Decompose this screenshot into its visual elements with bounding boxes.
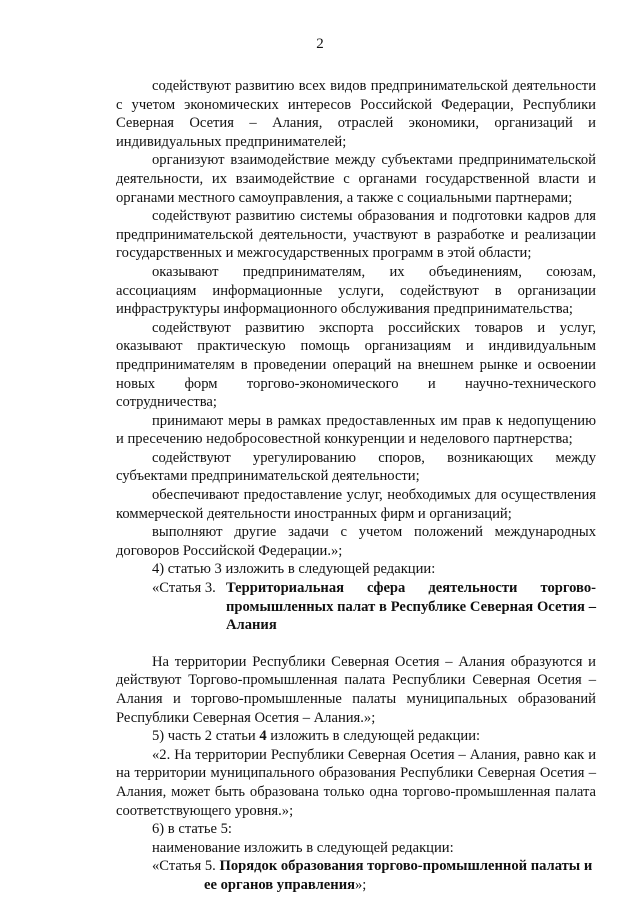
paragraph-3: содействуют развитию системы образования и подготовки кадров для предпринимательской деятельности, участвуют в разработке и реализации государственных и межгосударственных программ в этой области;	[116, 208, 596, 262]
paragraph-5: содействуют развитию экспорта российских товаров и услуг, оказывают практическую помощь организациям и индивидуальным предпринимателям в проведении операций на внешнем рынке и освоении новых форм торгово-экономического и научно-технического сотрудничества;	[116, 319, 596, 411]
item-6-sub: наименование изложить в следующей редакции:	[152, 839, 454, 856]
article-3-heading	[116, 579, 596, 635]
article-3-lead: «Статья 3.	[152, 580, 216, 597]
article-5-end: »;	[355, 876, 367, 893]
paragraph-2: организуют взаимодействие между субъектами предпринимательской деятельности, их взаимодействие с органами государственной власти и органами местного самоуправления, а также с социальными партнерами;	[116, 152, 596, 206]
item-5-text-after: изложить в следующей редакции:	[266, 728, 481, 745]
article-4-part-2-body: «2. На территории Республики Северная Осетия – Алания, равно как и на территории муниципального образования Республики Северная Осетия – Алания, может быть образована только одна торгово-промышленная палата соответствующего уровня.»;	[116, 746, 596, 819]
item-5-article-number: 4	[259, 728, 267, 745]
item-6: 6) в статье 5:	[152, 821, 232, 838]
paragraph-9: выполняют другие задачи с учетом положений международных договоров Российской Федерации.»;	[116, 524, 596, 559]
page-number: 2	[316, 36, 324, 52]
article-5-heading	[116, 857, 596, 894]
paragraph-8: обеспечивают предоставление услуг, необходимых для осуществления коммерческой деятельности иностранных фирм и организаций;	[116, 487, 596, 522]
paragraph-7: содействуют урегулированию споров, возникающих между субъектами предпринимательской деятельности;	[116, 449, 596, 485]
article-3-body: На территории Республики Северная Осетия – Алания образуются и действуют Торгово-промышленная палата Республики Северная Осетия – Алания и торгово-промышленные палаты муниципальных образований Республики Северная Осетия – Алания.»;	[116, 653, 596, 726]
document-body	[116, 77, 596, 895]
article-3-title: Территориальная сфера деятельности торгово-промышленных палат в Республике Северная Осетия – Алания	[226, 580, 596, 634]
item-5-text-before: 5) часть 2 статьи	[152, 728, 260, 745]
article-5-title-line2: ее органов управления	[204, 876, 355, 893]
spacer	[116, 635, 596, 653]
article-5-title-line1: Порядок образования торгово-промышленной палаты и	[219, 858, 593, 875]
item-4: 4) статью 3 изложить в следующей редакции:	[152, 561, 436, 578]
paragraph-6: принимают меры в рамках предоставленных им прав к недопущению и пресечению недобросовестной конкуренции и неделового партнерства;	[116, 412, 596, 448]
article-5-lead: «Статья 5.	[152, 858, 220, 875]
article-5-title-line2-wrap	[116, 876, 596, 895]
paragraph-4: оказывают предпринимателям, их объединениям, союзам, ассоциациям информационные услуги, содействуют в организации инфраструктуры информационного обслуживания предпринимательства;	[116, 263, 596, 318]
paragraph-1: содействуют развитию всех видов предпринимательской деятельности с учетом экономических интересов Российской Федерации, Республики Северная Осетия – Алания, отраслей экономики, организаций и индивидуальных предпринимателей;	[116, 78, 596, 150]
item-5	[116, 727, 596, 746]
